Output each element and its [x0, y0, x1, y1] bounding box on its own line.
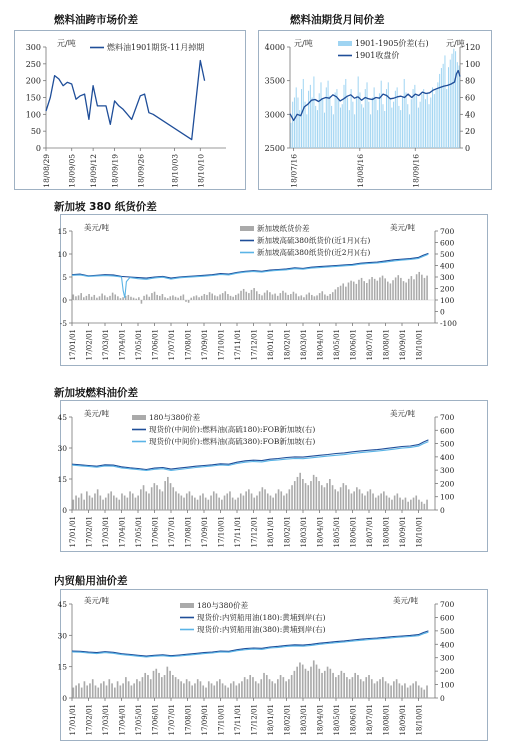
- bar: [117, 681, 119, 698]
- bar: [407, 688, 409, 698]
- bar: [189, 681, 191, 698]
- bar: [222, 683, 224, 698]
- bar: [305, 669, 307, 698]
- y-tick-label: 0: [35, 144, 41, 153]
- bar: [255, 681, 257, 698]
- bar: [318, 669, 320, 698]
- bar: [89, 683, 91, 698]
- bar: [335, 677, 337, 698]
- bar: [423, 690, 425, 698]
- bar: [164, 675, 166, 698]
- y-tick-label: 100: [25, 110, 41, 120]
- y2-tick-label: 100: [465, 59, 481, 69]
- x-tick-label: 18/09/12: [89, 154, 99, 188]
- x-tick-label: 18/09/19: [110, 154, 120, 188]
- x-tick-label: 17/07/01: [168, 704, 176, 736]
- bar: [205, 688, 207, 698]
- bar: [277, 679, 279, 698]
- bar: [324, 671, 326, 698]
- y-tick-label: -5: [59, 319, 67, 328]
- y2-tick-label: 700: [440, 600, 455, 609]
- x-tick-label: 18/09/16: [411, 154, 421, 188]
- y2-tick-label: 60: [465, 93, 476, 103]
- bar: [426, 685, 428, 698]
- bar: [236, 685, 238, 698]
- y-axis-unit-label: 美元/吨: [84, 596, 110, 605]
- y-tick-label: 15: [57, 662, 67, 672]
- y2-tick-label: 40: [465, 110, 476, 120]
- y2-tick-label: 20: [465, 127, 476, 137]
- legend-label-3: 新加坡高硫380纸货价(近2月)(右): [257, 248, 371, 257]
- bar: [363, 681, 365, 698]
- bar: [316, 665, 318, 698]
- bar: [280, 675, 282, 698]
- bar: [252, 677, 254, 698]
- y2-axis-unit-label: 美元/吨: [390, 223, 416, 232]
- bar: [349, 679, 351, 698]
- y2-tick-label: 300: [440, 273, 455, 282]
- bar: [136, 679, 138, 698]
- x-tick-label: 17/12/01: [250, 516, 259, 548]
- y-axis-unit-label: 美元/吨: [84, 409, 110, 418]
- y2-tick-label: 200: [440, 284, 455, 294]
- legend-label-1: 燃料油1901期货-11月掉期: [107, 43, 205, 52]
- bar: [197, 679, 199, 698]
- bar: [78, 683, 80, 698]
- y2-tick-label: 600: [440, 613, 455, 623]
- x-tick-label: 17/05/01: [135, 516, 143, 548]
- legend-label-1: 180与380价差: [197, 601, 249, 610]
- x-tick-label: 17/03/01: [102, 329, 110, 361]
- y2-tick-label: 0: [465, 144, 471, 153]
- bar: [271, 681, 273, 698]
- y2-tick-label: 200: [440, 667, 455, 677]
- bar: [247, 679, 249, 698]
- bar: [388, 683, 390, 698]
- y-tick-label: 200: [25, 76, 41, 86]
- y-tick-label: 300: [25, 43, 41, 52]
- bar: [166, 667, 168, 698]
- y2-tick-label: 0: [440, 506, 445, 515]
- bar: [73, 688, 75, 698]
- bar: [122, 683, 124, 698]
- y-tick-label: 4000: [264, 43, 285, 52]
- x-tick-label: 18/05/01: [333, 516, 341, 548]
- series-line-1: [72, 631, 428, 656]
- x-tick-label: 17/01/01: [69, 516, 77, 548]
- y2-axis-unit-label: 元/吨: [446, 39, 465, 48]
- bar: [399, 683, 401, 698]
- bar: [225, 685, 227, 698]
- series-line-2: [72, 632, 428, 657]
- bar: [421, 688, 423, 698]
- x-tick-label: 18/09/01: [399, 516, 407, 548]
- x-tick-label: 18/03/01: [300, 704, 308, 736]
- x-tick-label: 18/01/01: [267, 516, 275, 548]
- x-tick-label: 18/08/01: [382, 329, 391, 361]
- bar: [327, 667, 329, 698]
- bar: [211, 683, 213, 698]
- bar: [213, 685, 215, 698]
- x-tick-label: 18/08/29: [42, 154, 51, 188]
- bar: [393, 681, 395, 698]
- x-tick-label: 18/05/01: [333, 704, 341, 736]
- x-tick-label: 18/09/01: [399, 704, 407, 736]
- bar: [341, 671, 343, 698]
- bar: [227, 688, 229, 698]
- x-tick-label: 18/08/01: [382, 516, 391, 548]
- legend-label-3: 现货价:内贸船用油(380):黄埔到岸(右): [197, 625, 326, 634]
- y2-tick-label: 600: [440, 238, 455, 248]
- bar: [191, 685, 193, 698]
- y2-tick-label: 100: [440, 296, 455, 305]
- y-tick-label: 30: [57, 631, 67, 641]
- legend-swatch-bar: [180, 603, 194, 608]
- x-tick-label: 17/02/01: [85, 516, 94, 548]
- bar: [338, 675, 340, 698]
- bar: [144, 673, 146, 698]
- bar: [415, 681, 417, 698]
- x-tick-label: 18/02/01: [283, 704, 292, 736]
- x-tick-label: 17/06/01: [151, 329, 160, 361]
- y-axis-unit-label: 元/吨: [57, 39, 76, 48]
- bar: [274, 683, 276, 698]
- bar: [180, 681, 182, 698]
- y-tick-label: 45: [57, 600, 67, 609]
- bar: [128, 681, 130, 698]
- x-tick-label: 17/11/01: [234, 329, 242, 361]
- y-tick-label: 0: [62, 296, 67, 305]
- y2-tick-label: 300: [440, 653, 455, 663]
- x-tick-label: 18/02/01: [283, 516, 292, 548]
- y2-tick-label: 120: [465, 43, 481, 52]
- y-axis-unit-label: 美元/吨: [84, 223, 110, 232]
- bar: [376, 681, 378, 698]
- bar: [288, 679, 290, 698]
- bar: [321, 673, 323, 698]
- x-tick-label: 18/06/01: [349, 329, 358, 361]
- bar: [266, 675, 268, 698]
- bar: [294, 671, 296, 698]
- bar: [360, 679, 362, 698]
- x-tick-label: 18/02/01: [283, 329, 292, 361]
- y-axis-unit-label: 元/吨: [294, 39, 313, 48]
- legend-label-3: 现货价(中间价):燃料油(高硫380):FOB新加坡(右): [149, 437, 316, 446]
- x-tick-label: 17/07/01: [168, 329, 176, 361]
- x-tick-label: 18/06/01: [349, 516, 358, 548]
- y-tick-label: 50: [30, 127, 41, 137]
- bar: [307, 671, 309, 698]
- x-tick-label: 18/10/01: [415, 516, 424, 548]
- y2-tick-label: 400: [440, 640, 455, 650]
- y2-tick-label: 0: [440, 694, 445, 703]
- bar: [241, 681, 243, 698]
- x-tick-label: 17/03/01: [102, 516, 110, 548]
- legend-label-1: 1901-1905价差(右): [355, 39, 429, 48]
- bar: [329, 669, 331, 698]
- bar: [296, 667, 298, 698]
- bar: [111, 683, 113, 698]
- y-tick-label: 3000: [264, 110, 285, 120]
- y2-tick-label: -100: [440, 319, 457, 328]
- x-tick-label: 17/12/01: [250, 329, 259, 361]
- y2-tick-label: 600: [440, 426, 455, 436]
- y-tick-label: 0: [62, 506, 67, 515]
- bar: [357, 675, 359, 698]
- y2-tick-label: 400: [440, 452, 455, 462]
- x-tick-label: 18/08/16: [355, 154, 365, 188]
- y2-tick-label: 300: [440, 466, 455, 476]
- x-tick-label: 18/01/01: [267, 329, 275, 361]
- x-tick-label: 17/05/01: [135, 704, 143, 736]
- bar: [194, 683, 196, 698]
- bar: [418, 685, 420, 698]
- x-tick-label: 17/05/01: [135, 329, 143, 361]
- y2-tick-label: 500: [440, 250, 455, 259]
- x-tick-label: 17/04/01: [118, 329, 127, 361]
- bar: [133, 683, 135, 698]
- bar: [86, 685, 88, 698]
- legend-label-1: 180与380价差: [149, 413, 201, 422]
- bar: [374, 683, 376, 698]
- x-tick-label: 18/08/01: [382, 704, 391, 736]
- bar: [103, 681, 105, 698]
- y2-tick-label: 100: [440, 492, 455, 502]
- bar: [131, 685, 133, 698]
- bar: [216, 681, 218, 698]
- section-title-domestic-bunker-spread: 内贸船用油价差: [54, 575, 128, 587]
- y2-tick-label: 80: [465, 76, 476, 86]
- x-tick-label: 17/03/01: [102, 704, 110, 736]
- bar: [150, 679, 152, 698]
- bar: [178, 679, 180, 698]
- x-tick-label: 17/06/01: [151, 704, 160, 736]
- section-title-sg-fuel-spread: 新加坡燃料油价差: [54, 387, 138, 399]
- bar: [106, 685, 108, 698]
- x-tick-label: 18/04/01: [316, 516, 325, 548]
- x-tick-label: 18/10/01: [415, 704, 424, 736]
- section-title-cross-market-spread: 燃料油跨市场价差: [54, 14, 138, 26]
- bar: [365, 677, 367, 698]
- legend-label-2: 新加坡高硫380纸货价(近1月)(右): [257, 236, 371, 245]
- bar: [332, 673, 334, 698]
- bar: [147, 675, 149, 698]
- bar: [230, 683, 232, 698]
- x-tick-label: 17/12/01: [250, 704, 259, 736]
- bar: [186, 679, 188, 698]
- bar: [95, 685, 97, 698]
- x-tick-label: 17/02/01: [85, 329, 94, 361]
- section-title-monthly-spread: 燃料油期货月间价差: [290, 14, 385, 26]
- y-tick-label: 15: [57, 227, 67, 236]
- bar: [100, 683, 102, 698]
- x-tick-label: 17/09/01: [201, 516, 209, 548]
- bar: [238, 683, 240, 698]
- x-tick-label: 18/07/01: [366, 516, 374, 548]
- legend-label-2: 1901收盘价: [355, 51, 400, 60]
- bar: [153, 671, 155, 698]
- y-tick-label: 150: [25, 93, 41, 103]
- bar: [219, 679, 221, 698]
- x-tick-label: 17/06/01: [151, 516, 160, 548]
- y2-tick-label: 500: [440, 626, 455, 636]
- y2-tick-label: 700: [440, 227, 455, 236]
- y-tick-label: 15: [57, 475, 67, 484]
- bar: [200, 681, 202, 698]
- bar: [302, 665, 304, 698]
- bar: [108, 679, 110, 698]
- bar: [81, 688, 83, 698]
- bar: [412, 683, 414, 698]
- x-tick-label: 18/07/01: [366, 704, 374, 736]
- bar: [269, 679, 271, 698]
- x-tick-label: 17/04/01: [118, 704, 127, 736]
- bar: [158, 673, 160, 698]
- y-tick-label: 2500: [264, 144, 285, 153]
- x-tick-label: 18/03/01: [300, 516, 308, 548]
- bar: [233, 681, 235, 698]
- x-tick-label: 17/10/01: [217, 329, 226, 361]
- y2-tick-label: 100: [440, 680, 455, 690]
- bar: [354, 673, 356, 698]
- bar: [161, 677, 163, 698]
- bar: [346, 677, 348, 698]
- bar: [202, 685, 204, 698]
- bar: [404, 683, 406, 698]
- x-tick-label: 17/09/01: [201, 704, 209, 736]
- bar: [396, 679, 398, 698]
- y2-axis-unit-label: 美元/吨: [393, 596, 419, 605]
- x-tick-label: 17/08/01: [184, 704, 193, 736]
- legend-label-2: 现货价:内贸船用油(180):黄埔到岸(右): [197, 613, 326, 622]
- bar: [172, 675, 174, 698]
- x-tick-label: 17/01/01: [69, 329, 77, 361]
- bar: [401, 685, 403, 698]
- bar: [208, 681, 210, 698]
- bar: [343, 673, 345, 698]
- bar: [410, 685, 412, 698]
- x-tick-label: 17/11/01: [234, 704, 242, 736]
- bar: [382, 677, 384, 698]
- y2-axis-unit-label: 美元/吨: [390, 409, 416, 418]
- x-tick-label: 18/09/01: [399, 329, 407, 361]
- x-tick-label: 17/02/01: [85, 704, 94, 736]
- x-tick-label: 18/04/01: [316, 704, 325, 736]
- bar: [313, 660, 315, 698]
- bar: [379, 679, 381, 698]
- bar: [390, 685, 392, 698]
- x-tick-label: 17/10/01: [217, 516, 226, 548]
- bar: [183, 683, 185, 698]
- bar: [125, 677, 127, 698]
- bar: [368, 675, 370, 698]
- bar: [75, 685, 77, 698]
- bar: [285, 681, 287, 698]
- bar: [385, 681, 387, 698]
- bar: [283, 677, 285, 698]
- y2-tick-label: 700: [440, 413, 455, 422]
- y-tick-label: 3500: [264, 76, 285, 86]
- y-tick-label: 5: [62, 273, 67, 282]
- x-tick-label: 17/10/01: [217, 704, 226, 736]
- x-tick-label: 17/08/01: [184, 516, 193, 548]
- x-tick-label: 18/05/01: [333, 329, 341, 361]
- bar: [114, 688, 116, 698]
- y-tick-label: 250: [25, 59, 41, 69]
- x-tick-label: 17/01/01: [69, 704, 77, 736]
- y-tick-label: 45: [57, 413, 67, 422]
- bar: [291, 675, 293, 698]
- bar: [263, 673, 265, 698]
- x-tick-label: 17/07/01: [168, 516, 176, 548]
- y-tick-label: 10: [57, 250, 67, 259]
- x-tick-label: 17/09/01: [201, 329, 209, 361]
- legend-label-1: 新加坡纸货价差: [257, 224, 310, 233]
- y-tick-label: 0: [62, 694, 67, 703]
- x-tick-label: 18/09/05: [67, 154, 77, 188]
- bar: [142, 677, 144, 698]
- bar: [258, 683, 260, 698]
- x-tick-label: 18/06/01: [349, 704, 358, 736]
- bar: [260, 679, 262, 698]
- y-tick-label: 30: [57, 444, 67, 453]
- bar: [352, 677, 354, 698]
- x-tick-label: 17/08/01: [184, 329, 193, 361]
- bar: [155, 669, 157, 698]
- bar: [97, 688, 99, 698]
- bar: [244, 677, 246, 698]
- bar: [249, 675, 251, 698]
- x-tick-label: 18/07/01: [366, 329, 374, 361]
- x-tick-label: 18/09/26: [136, 154, 146, 188]
- section-title-sg-380-swap: 新加坡 380 纸货价差: [54, 201, 157, 213]
- x-tick-label: 17/11/01: [234, 516, 242, 548]
- bar: [175, 677, 177, 698]
- bar: [84, 681, 86, 698]
- x-tick-label: 18/03/01: [300, 329, 308, 361]
- x-tick-label: 18/10/01: [415, 329, 424, 361]
- bar: [310, 667, 312, 698]
- bar: [120, 685, 122, 698]
- y2-tick-label: 400: [440, 261, 455, 271]
- y2-tick-label: 500: [440, 439, 455, 449]
- x-tick-label: 18/10/10: [196, 154, 206, 188]
- legend-label-2: 现货价(中间价):燃料油(高硫180):FOB新加坡(右): [149, 425, 316, 434]
- y2-tick-label: 0: [440, 307, 445, 317]
- bar: [371, 679, 373, 698]
- x-tick-label: 18/10/03: [170, 154, 180, 188]
- bar: [169, 671, 171, 698]
- x-tick-label: 18/07/16: [289, 154, 299, 188]
- x-tick-label: 18/01/01: [267, 704, 275, 736]
- bar: [139, 681, 141, 698]
- bar: [92, 679, 94, 698]
- y2-tick-label: 200: [440, 479, 455, 489]
- x-tick-label: 18/04/01: [316, 329, 325, 361]
- bar: [299, 662, 301, 698]
- x-tick-label: 17/04/01: [118, 516, 127, 548]
